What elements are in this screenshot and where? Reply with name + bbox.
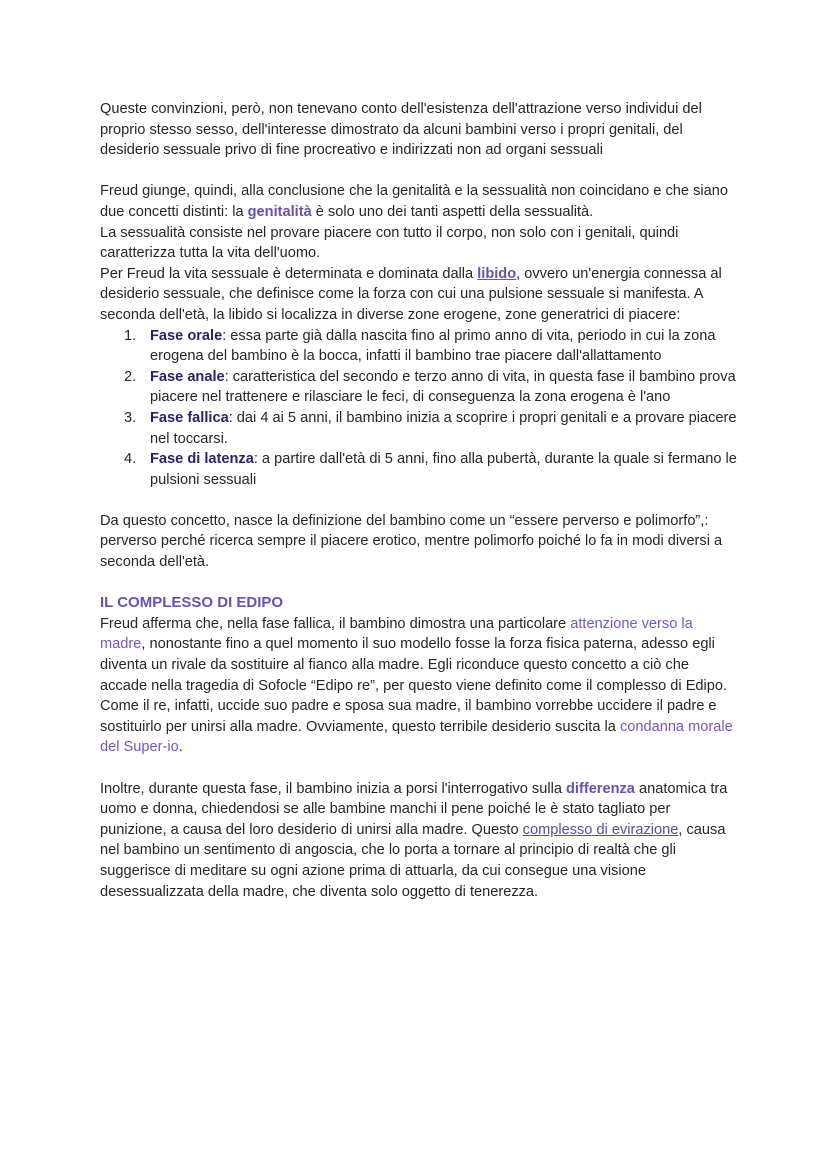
text: Inoltre, durante questa fase, il bambino inizia a porsi l'interrogativo sulla (100, 780, 566, 797)
list-text: : caratteristica del secondo e terzo anno di vita, in questa fase il bambino prova piacere nel trattenere e rilasciare le feci, di conseguenza la zona erogena è l'ano (150, 368, 736, 406)
section-heading: IL COMPLESSO DI EDIPO (100, 594, 284, 612)
text: anatomica tra uomo e donna, chiedendosi se alle bambine manchi il pene poiché le è stato tagliato per punizione, a causa del loro desiderio di unirsi alla madre. Questo (100, 780, 728, 838)
list-number: 3. (124, 409, 137, 426)
term-differenza: differenza (566, 780, 635, 797)
paragraph-convinzioni: Queste convinzioni, però, non tenevano conto dell'esistenza dell'attrazione verso individui del proprio stesso sesso, dell'interesse dimostrato da alcuni bambini verso i propri genitali, del desiderio sessuale privo di fine procreativo e indirizzati non ad organi sessuali (100, 101, 702, 159)
phases-list (100, 326, 740, 491)
highlight-attenzione-madre: attenzione verso la madre (100, 615, 693, 653)
paragraph-edipo (100, 614, 740, 758)
list-item-fase-latenza (100, 449, 740, 490)
document-page (100, 99, 740, 902)
term-fase-latenza: Fase di latenza (150, 451, 254, 468)
paragraph-libido (100, 264, 740, 326)
list-number: 2. (124, 368, 137, 385)
link-complesso-evirazione[interactable]: complesso di evirazione (522, 821, 679, 838)
list-text: : a partire dall'età di 5 anni, fino alla pubertà, durante la quale si fermano le pulsioni sessuali (150, 451, 737, 488)
text: Freud giunge, quindi, alla conclusione che la genitalità e la sessualità non coincidano e che siano due concetti distinti: la (100, 183, 728, 220)
term-libido: libido (477, 265, 517, 282)
list-item-fase-fallica (100, 408, 740, 449)
text: Per Freud la vita sessuale è determinata e dominata dalla (100, 265, 478, 282)
term-fase-fallica: Fase fallica (150, 409, 229, 426)
paragraph-sessualita: La sessualità consiste nel provare piacere con tutto il corpo, non solo con i genitali, quindi caratterizza tutta la vita dell'uomo. (100, 224, 679, 262)
text: , ovvero un'energia connessa al desiderio sessuale, che definisce come la forza con cui una pulsione sessuale si manifesta. A seconda dell'età, la libido si localizza in diverse zone erogene, zone generatrici di piacere: (100, 265, 722, 323)
spacer (100, 758, 740, 779)
paragraph-genitalita (100, 181, 740, 222)
spacer (100, 161, 740, 182)
list-item-fase-orale (100, 326, 740, 367)
list-text: : dai 4 ai 5 anni, il bambino inizia a scoprire i propri genitali e a provare piacere nel toccarsi. (150, 409, 737, 447)
spacer (100, 573, 740, 594)
term-fase-orale: Fase orale (150, 327, 223, 344)
spacer (100, 490, 740, 511)
text: è solo uno dei tanti aspetti della sessualità. (311, 203, 594, 220)
term-fase-anale: Fase anale (150, 368, 225, 385)
term-genitalita: genitalità (247, 203, 312, 220)
text: , nonostante fino a quel momento il suo modello fosse la forza fisica paterna, adesso egli diventa un rivale da sostituire al fianco alla madre. Egli riconduce questo concetto a ciò che accade nella tragedia di Sofocle “Edipo re”, per questo viene definito come il complesso di Edipo. Come il re, infatti, uccide suo padre e sposa sua madre, il bambino vorrebbe uccidere il padre e sostituirlo per unirsi alla madre. Ovviamente, questo terribile desiderio suscita la (100, 636, 728, 735)
list-text: : essa parte già dalla nascita fino al primo anno di vita, periodo in cui la zona erogena del bambino è la bocca, infatti il bambino trae piacere dall'allattamento (150, 327, 716, 365)
paragraph-evirazione (100, 779, 740, 903)
text: . (178, 739, 183, 756)
list-number: 4. (124, 451, 137, 468)
text: Freud afferma che, nella fase fallica, il bambino dimostra una particolare (100, 615, 571, 632)
list-number: 1. (124, 327, 137, 344)
paragraph-perverso-polimorfo: Da questo concetto, nasce la definizione del bambino come un “essere perverso e polimorfo”,: perverso perché ricerca sempre il piacere erotico, mentre polimorfo poiché lo fa in modi diversi a seconda dell'età. (100, 512, 723, 571)
highlight-condanna-super-io: condanna morale del Super-io (100, 718, 733, 756)
list-item-fase-anale (100, 367, 740, 408)
text: , causa nel bambino un sentimento di angoscia, che lo porta a tornare al principio di realtà che gli suggerisce di meditare su ogni azione prima di attuarla, da cui consegue una visione desessualizzata della madre, che diventa solo oggetto di tenerezza. (100, 821, 726, 900)
